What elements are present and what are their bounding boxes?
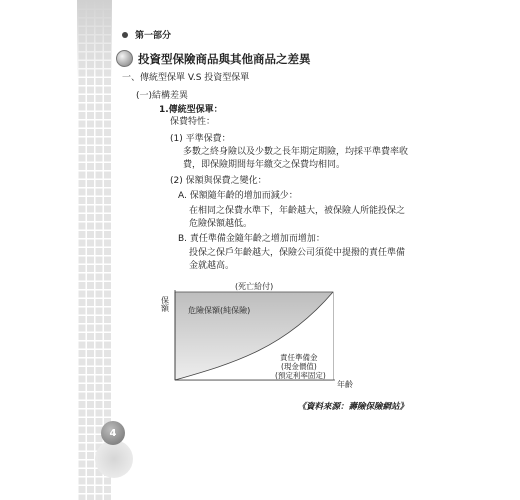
sub-item-heading: B. 責任準備金隨年齡之增加而增加： [178, 234, 325, 244]
lower-region-label-3: (預定利率固定) [275, 371, 326, 380]
bullet-dot-icon [122, 32, 128, 38]
y-axis-label: 保額 [160, 296, 170, 312]
paragraph-text: 在相同之保費水準下，年齡越大，被保險人所能投保之 [189, 206, 406, 216]
lower-region-label-1: 責任準備金 [280, 353, 318, 362]
heading-level1: 一、傳統型保單 V.S 投資型保單 [122, 73, 250, 83]
page-number: 4 [101, 421, 125, 445]
chart-caption: (死亡給付) [235, 282, 274, 291]
paragraph-text: 費，即保險期間每年繳交之保費均相同。 [183, 160, 346, 170]
lower-region-label-2: (現金價值) [281, 362, 317, 371]
heading-level2: (一)結構差異 [136, 91, 189, 101]
page-number-shadow [95, 440, 133, 478]
upper-region-label: 危險保額(純保險) [188, 306, 251, 315]
sub-item-heading: A. 保額隨年齡的增加而減少： [178, 191, 298, 201]
sphere-bullet-icon [116, 50, 133, 67]
item-heading: (1) 平準保費： [170, 134, 231, 144]
paragraph-text: 危險保額越低。 [189, 219, 253, 229]
paragraph-text: 金就越高。 [189, 261, 235, 271]
reserve-diagram [155, 288, 365, 390]
part-header [122, 28, 171, 41]
paragraph-text: 多數之終身險以及少數之長年期定期險，均採平準費率收 [183, 147, 409, 157]
x-axis-label: 年齡 [337, 380, 353, 389]
heading-level3: 1.傳統型保單： [159, 105, 223, 115]
paragraph-text: 投保之保戶年齡越大，保險公司須從中提撥的責任準備 [189, 248, 406, 258]
paragraph-label: 保費特性： [170, 117, 216, 127]
source-citation: 《資料來源：壽險保險網站》 [297, 402, 408, 412]
section-title [116, 50, 311, 67]
item-heading: (2) 保額與保費之變化： [170, 176, 267, 186]
section-title-text: 投資型保險商品與其他商品之差異 [138, 51, 311, 66]
part-label: 第一部分 [135, 31, 172, 41]
